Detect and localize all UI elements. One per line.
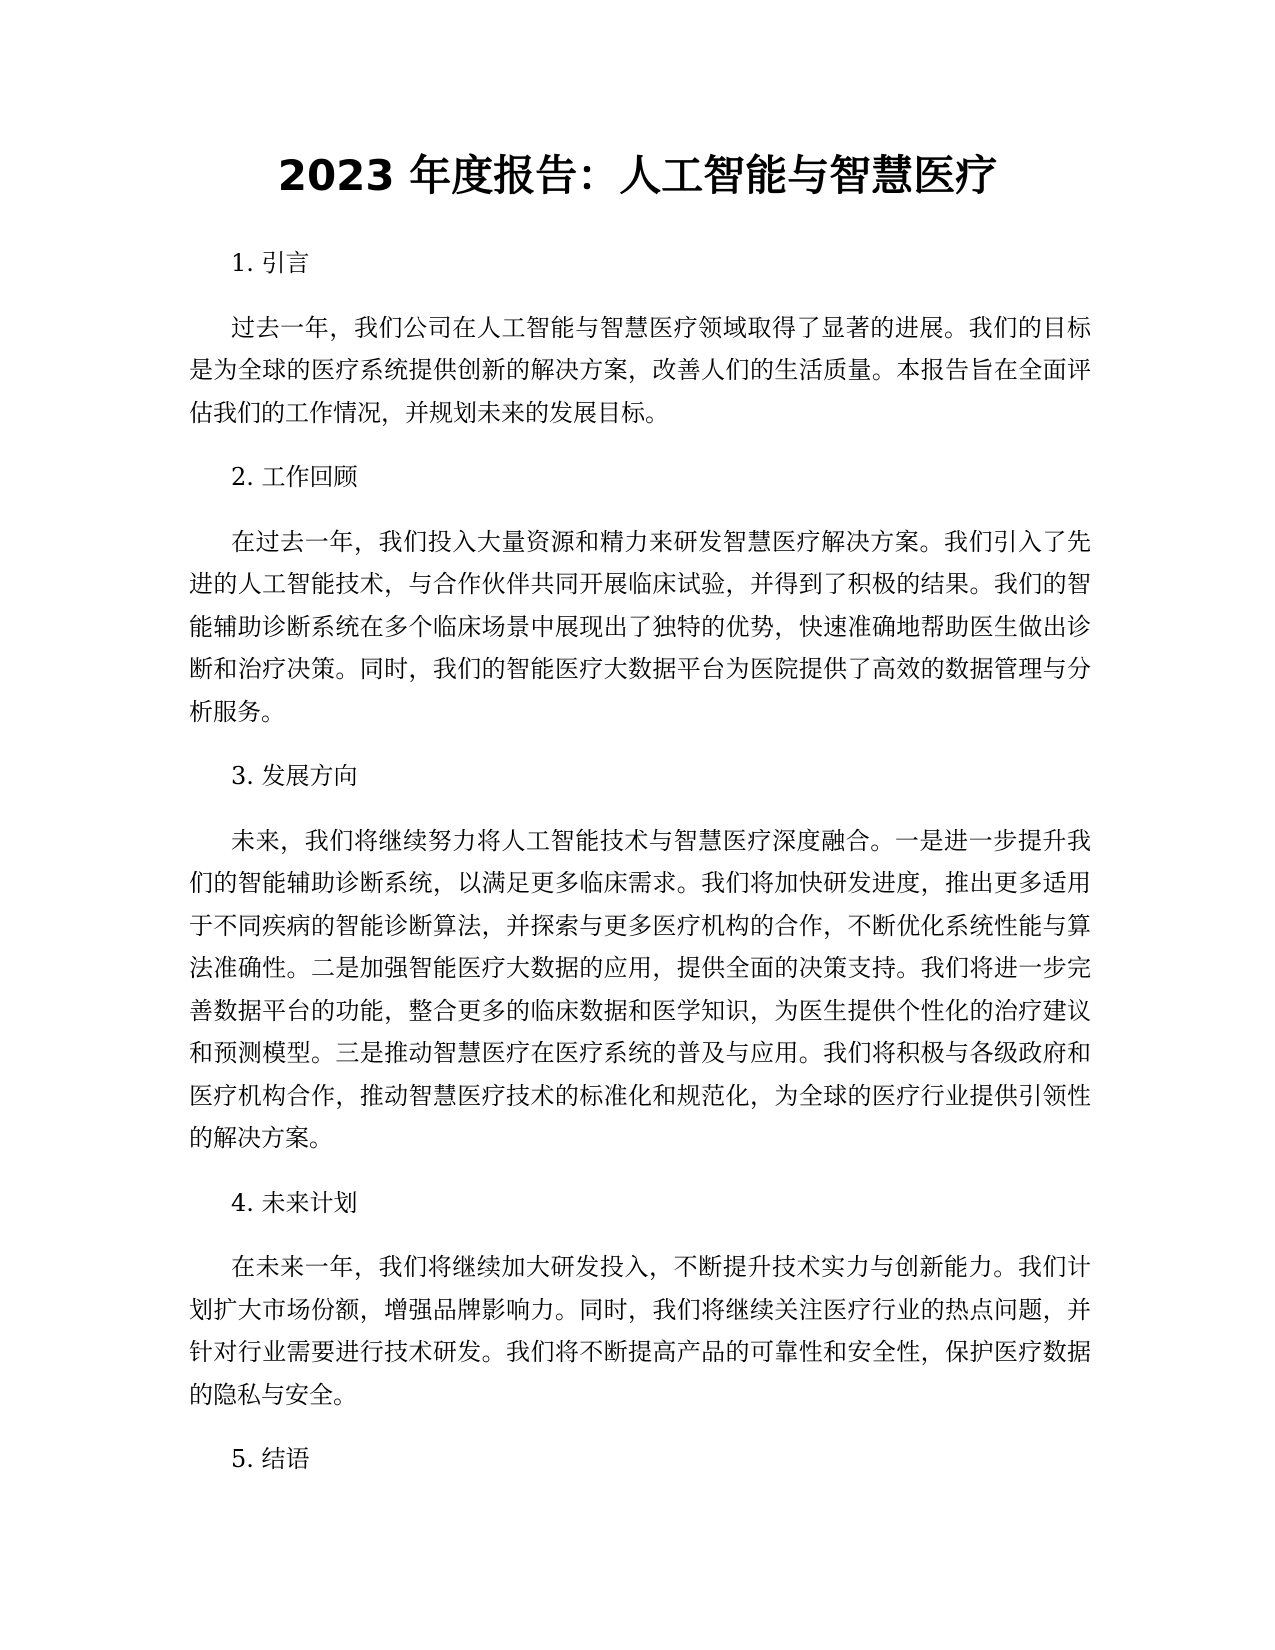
section-heading-plan: 4. 未来计划 (231, 1188, 358, 1217)
section-heading-direction: 3. 发展方向 (231, 762, 358, 790)
section-paragraph-review: 在过去一年，我们投入大量资源和精力来研发智慧医疗解决方案。我们引入了先进的人工智能技术，与合作伙伴共同开展临床试验，并得到了积极的结果。我们的智能辅助诊断系统在多个临床场景中展现出了独特的优势，快速准确地帮助医生做出诊断和治疗决策。同时，我们的智能医疗大数据平台为医院提供了高效的数据管理与分析服务。 (189, 527, 1091, 726)
document-body (189, 242, 1091, 1503)
section-paragraph-intro: 过去一年，我们公司在人工智能与智慧医疗领域取得了显著的进展。我们的目标是为全球的医疗系统提供创新的解决方案，改善人们的生活质量。本报告旨在全面评估我们的工作情况，并规划未来的发展目标。 (189, 313, 1091, 427)
section-paragraph-plan: 在未来一年，我们将继续加大研发投入，不断提升技术实力与创新能力。我们计划扩大市场份额，增强品牌影响力。同时，我们将继续关注医疗行业的热点问题，并针对行业需要进行技术研发。我们将不断提高产品的可靠性和安全性，保护医疗数据的隐私与安全。 (189, 1253, 1091, 1409)
document-title: 2023 年度报告：人工智能与智慧医疗 (277, 151, 998, 200)
section-paragraph-direction: 未来，我们将继续努力将人工智能技术与智慧医疗深度融合。一是进一步提升我们的智能辅助诊断系统，以满足更多临床需求。我们将加快研发进度，推出更多适用于不同疾病的智能诊断算法，并探索与更多医疗机构的合作，不断优化系统性能与算法准确性。二是加强智能医疗大数据的应用，提供全面的决策支持。我们将进一步完善数据平台的功能，整合更多的临床数据和医学知识，为医生提供个性化的治疗建议和预测模型。三是推动智慧医疗在医疗系统的普及与应用。我们将积极与各级政府和医疗机构合作，推动智慧医疗技术的标准化和规范化，为全球的医疗行业提供引领性的解决方案。 (189, 826, 1091, 1152)
section-heading-intro: 1. 引言 (231, 249, 310, 277)
section-heading-review: 2. 工作回顾 (231, 463, 358, 491)
section-heading-conclusion: 5. 结语 (231, 1445, 310, 1473)
